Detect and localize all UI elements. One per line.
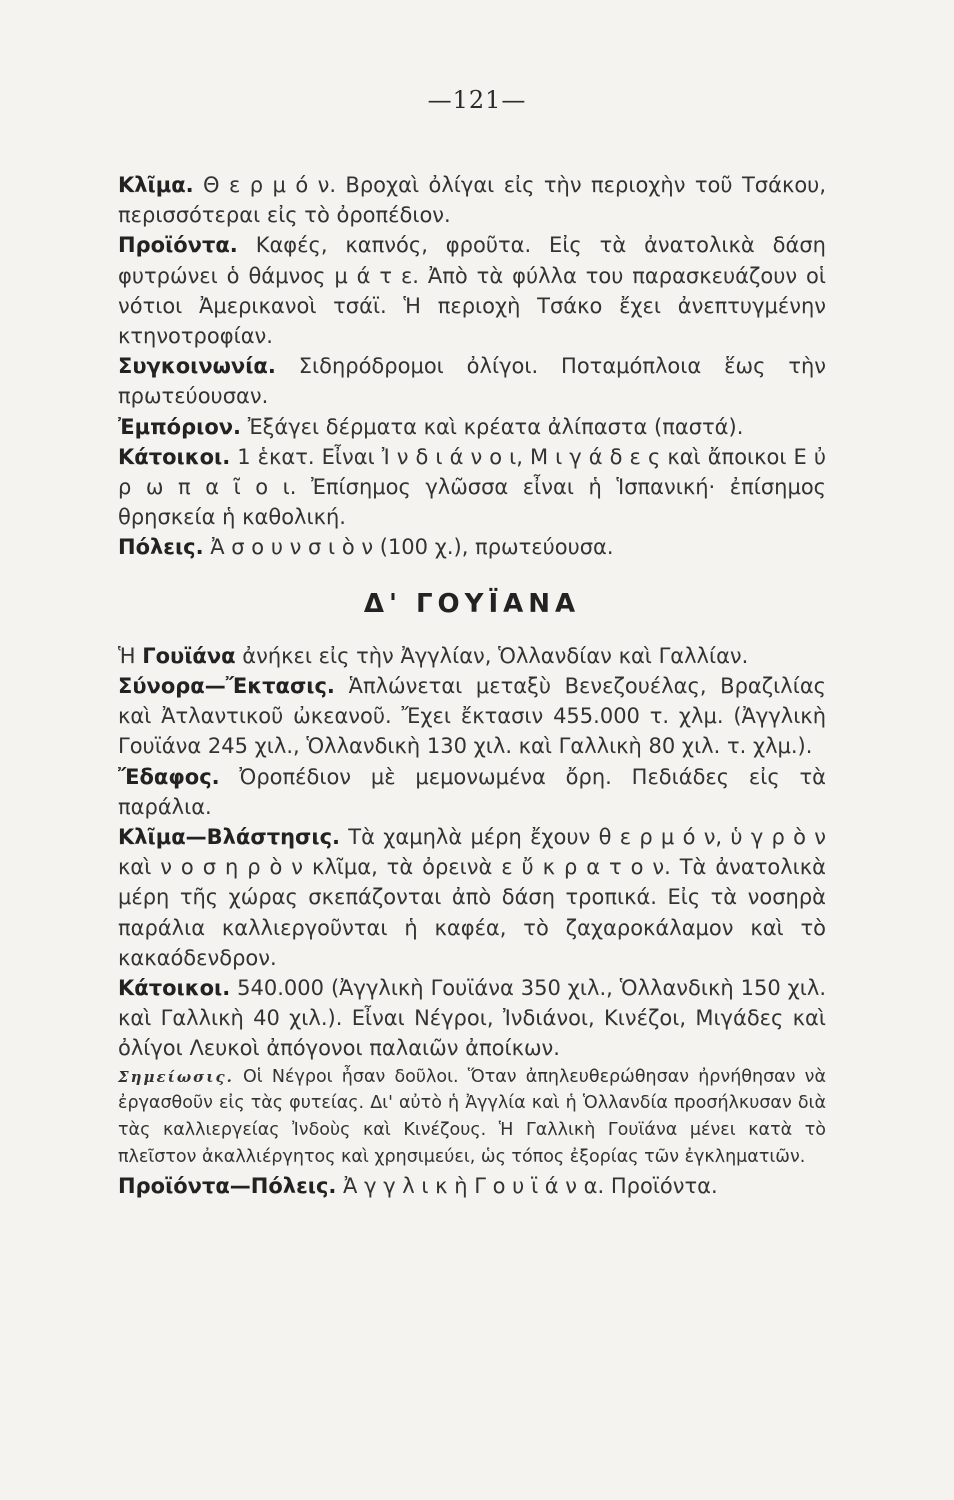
section-label: Ἔδαφος. xyxy=(118,764,220,789)
section-label: Συγκοινωνία. xyxy=(118,354,276,379)
section-label: Κάτοικοι. xyxy=(118,976,231,1001)
page-body xyxy=(118,170,826,1201)
paragraph-climate xyxy=(118,170,826,230)
section-label: Κλῖμα. xyxy=(118,173,194,197)
paragraph-text: Ἀ σ ο υ ν σ ι ὸ ν (100 χ.), πρωτεύουσα. xyxy=(203,535,614,560)
paragraph-text: 540.000 (Ἀγγλικὴ Γουϊάνα 350 χιλ., Ὁλλανδικὴ 150 χιλ. καὶ Γαλλικὴ 40 χιλ.). Εἶναι Νέγροι, Ἰνδιάνοι, Κινέζοι, Μιγάδες καὶ ὀλίγοι Λευκοὶ ἀπόγονοι παλαιῶν ἀποίκων. xyxy=(118,976,826,1061)
paragraph-text: Καφές, καπνός, φροῦτα. Εἰς τὰ ἀνατολικὰ δάση φυτρώνει ὁ θάμνος μ ά τ ε. Ἀπὸ τὰ φύλλα του παρασκευάζουν οἱ νότιοι Ἀμερικανοὶ τσάϊ. Ἡ περιοχὴ Τσάκο ἔχει ἀνεπτυγμένην κτηνοτροφίαν. xyxy=(118,233,826,349)
paragraph-guiana-inhabitants xyxy=(118,973,826,1064)
paragraph-text: Τὰ χαμηλὰ μέρη ἔχουν θ ε ρ μ ό ν, ὑ γ ρ ὸ ν καὶ ν ο σ η ρ ὸ ν κλῖμα, τὰ ὀρεινὰ ε ὔ κ ρ α τ ο ν. Τὰ ἀνατολικὰ μέρη τῆς χώρας σκεπάζονται ἀπὸ δάση τροπικά. Εἰς τὰ νοσηρὰ παράλια καλλιεργοῦνται ἡ καφέα, τὸ ζαχαροκάλαμον καὶ τὸ κακαόδενδρον. xyxy=(118,825,826,970)
page-number: —121— xyxy=(427,86,527,114)
paragraph-text: Ἁπλώνεται μεταξὺ Βενεζουέλας, Βραζιλίας καὶ Ἀτλαντικοῦ ὠκεανοῦ. Ἔχει ἔκτασιν 455.000 τ. χλμ. (Ἀγγλικὴ Γουϊάνα 245 χιλ., Ὁλλανδικὴ 130 χιλ. καὶ Γαλλικὴ 80 χιλ. τ. χλμ.). xyxy=(118,674,826,759)
paragraph-text: Σιδηρόδρομοι ὀλίγοι. Ποταμόπλοια ἕως τὴν πρωτεύουσαν. xyxy=(118,354,826,409)
paragraph-text: Ἀ γ γ λ ι κ ὴ Γ ο υ ϊ ά ν α. Προϊόντα. xyxy=(336,1173,718,1198)
section-label: Κάτοικοι. xyxy=(118,444,231,469)
section-heading: Δ' ΓΟΥΪΑΝΑ xyxy=(363,588,581,619)
paragraph-terrain xyxy=(118,762,826,822)
section-label: Ἐμπόριον. xyxy=(118,414,242,439)
section-label: Σύνορα—Ἔκτασις. xyxy=(118,674,335,699)
paragraph-trade xyxy=(118,412,826,442)
section-label: Γουϊάνα xyxy=(142,643,236,668)
footnote-text: Οἱ Νέγροι ἦσαν δοῦλοι. Ὅταν ἀπηλευθερώθησαν ἠρνήθησαν νὰ ἐργασθοῦν εἰς τὰς φυτείας. Δι' αὐτὸ ἡ Ἀγγλία καὶ ἡ Ὁλλανδία προσήλκυσαν διὰ τὰς καλλιεργείας Ἰνδοὺς καὶ Κινέζους. Ἡ Γαλλικὴ Γουϊάνα μένει κατὰ τὸ πλεῖστον ἀκαλλιέργητος καὶ χρησιμεύει, ὡς τόπος ἐξορίας τῶν ἐγκληματιῶν. xyxy=(118,1066,826,1168)
paragraph-borders-area xyxy=(118,671,826,762)
paragraph-text: Ἡ xyxy=(118,643,143,668)
footnote-label: Σημείωσις. xyxy=(118,1067,234,1086)
section-label: Προϊόντα. xyxy=(118,233,238,258)
paragraph-guiana-intro xyxy=(118,641,826,671)
section-label: Πόλεις. xyxy=(118,535,204,560)
paragraph-text: 1 ἑκατ. Εἶναι Ἰ ν δ ι ά ν ο ι, Μ ι γ ά δ ε ς καὶ ἄποικοι Ε ὐ ρ ω π α ῖ ο ι. Ἐπίσημος γλῶσσα εἶναι ἡ Ἱσπανική· ἐπίσημος θρησκεία ἡ καθολική. xyxy=(118,444,826,530)
footnote xyxy=(118,1064,826,1171)
paragraph-communication xyxy=(118,351,826,411)
section-label: Κλῖμα—Βλάστησις. xyxy=(118,825,341,850)
paragraph-products-cities xyxy=(118,1171,826,1201)
paragraph-climate-vegetation xyxy=(118,822,826,973)
paragraph-text: Θ ε ρ μ ό ν. Βροχαὶ ὀλίγαι εἰς τὴν περιοχὴν τοῦ Τσάκου, περισσότεραι εἰς τὸ ὀροπέδιον. xyxy=(118,173,826,228)
paragraph-text: ἀνήκει εἰς τὴν Ἀγγλίαν, Ὁλλανδίαν καὶ Γαλλίαν. xyxy=(235,643,749,668)
paragraph-cities xyxy=(118,532,826,562)
paragraph-inhabitants xyxy=(118,442,826,533)
paragraph-products xyxy=(118,230,826,351)
paragraph-text: Ἐξάγει δέρματα καὶ κρέατα ἀλίπαστα (παστά). xyxy=(241,414,744,439)
section-label: Προϊόντα—Πόλεις. xyxy=(118,1173,337,1198)
paragraph-text: Ὀροπέδιον μὲ μεμονωμένα ὄρη. Πεδιάδες εἰς τὰ παράλια. xyxy=(118,764,826,819)
